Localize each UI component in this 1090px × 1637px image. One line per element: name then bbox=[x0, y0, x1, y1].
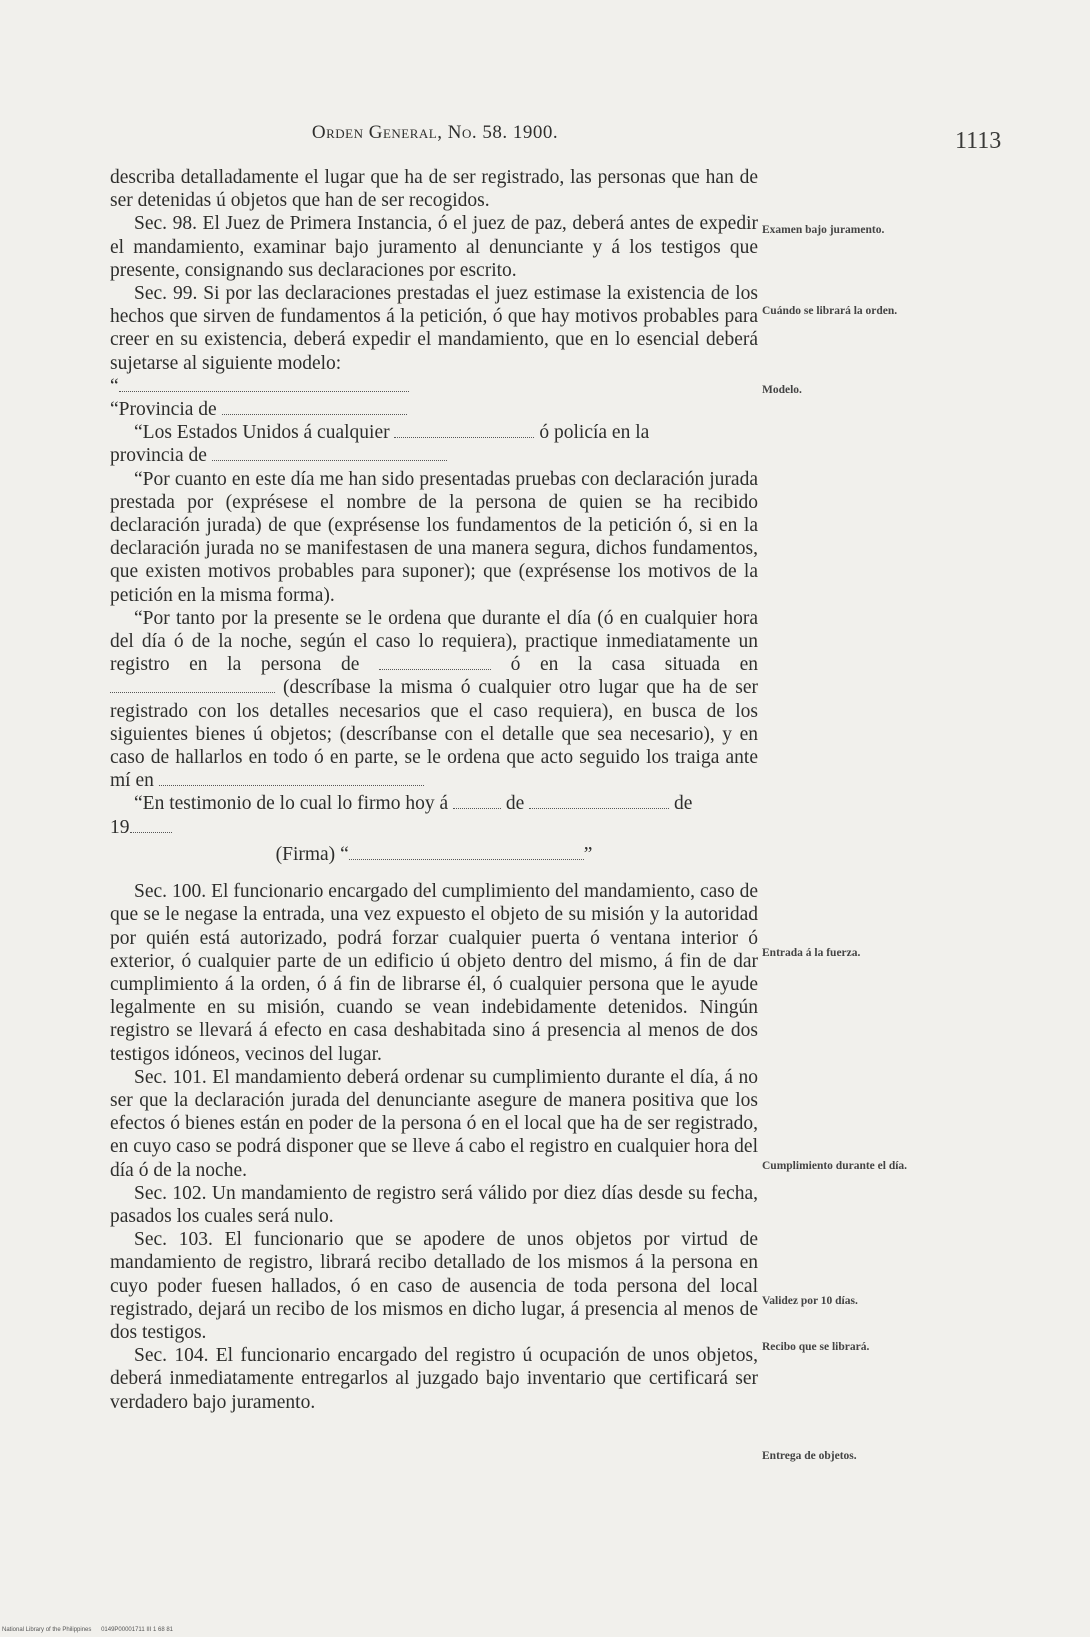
running-header: Orden General, No. 58. 1900. bbox=[311, 122, 559, 143]
form-por-cuanto: “Por cuanto en este día me han sido presentadas pruebas con declaración jurada prestada por (exprésese el nombre de la persona de quien se ha recibido declaración jurada) de que (exprésense los fundamentos de la petición ó, si en la declaración jurada no se manifestasen de una manera segura, dichos fundamentos, que existen motivos probables para suponer); que (exprésense los motivos de la petición en la misma forma). bbox=[110, 468, 758, 606]
form-testimonio: “En testimonio de lo cual lo firmo hoy á de de bbox=[134, 793, 693, 815]
paragraph-continuation: describa detalladamente el lugar que ha de ser registrado, las personas que han de ser detenidas ú objetos que han de ser recogidos. bbox=[110, 167, 758, 212]
section-98: Sec. 98. El Juez de Primera Instancia, ó el juez de paz, deberá antes de expedir el mandamiento, examinar bajo juramento al denunciante y á los testigos que presente, consignando sus declaraciones por escrito. bbox=[110, 213, 758, 281]
form-year: 19 bbox=[110, 816, 758, 839]
scan-footer bbox=[2, 1627, 181, 1633]
margin-note-cuando: Cuándo se librará la orden. bbox=[762, 305, 898, 317]
margin-note-entrada: Entrada á la fuerza. bbox=[762, 947, 861, 959]
section-100: Sec. 100. El funcionario encargado del cumplimiento del mandamiento, caso de que se le negase la entrada, una vez expuesto el objeto de su misión y la autoridad por quién está autorizado, podrá forzar cualquier puerta ó ventana interior ó exterior, ó cualquier parte de un edificio ú objeto dentro del mismo, á fin de dar cumplimiento á la orden, ó á fin de librarse él, ó cualquier persona que le ayude legalmente en su misión, cuando se vean indebidamente detenidos. Ningún registro se llevará á efecto en casa deshabitada sino á presencia al menos de dos testigos idóneos, vecinos del lugar. bbox=[110, 881, 758, 1065]
margin-note-cumplimiento: Cumplimiento durante el día. bbox=[762, 1160, 908, 1172]
form-estados-line: “Los Estados Unidos á cualquier ó policía en la bbox=[134, 422, 650, 444]
form-por-tanto: “Por tanto por la presente se le ordena que durante el día (ó en cualquier hora del día ó de la noche, según el caso lo requiera), practique inmediatamente un registro en la persona de ó en la casa situada en (descríbase la misma ó cualquier otro lugar que ha de ser registrado con los detalles necesarios que el caso requiera), en busca de los siguientes bienes ú objetos; (descríbanse con el detalle que sea necesario), y en caso de hallarlos en todo ó en parte, se le ordena que acto seguido los traiga ante mí en bbox=[110, 607, 759, 792]
section-103: Sec. 103. El funcionario que se apodere de unos objetos por virtud de mandamiento de registro, librará recibo detallado de los mismos á la persona en cuyo poder fuesen hallados, ó en caso de ausencia de toda persona del local registrado, dejará un recibo de los mismos en dicho lugar, á presencia al menos de dos testigos. bbox=[110, 1229, 758, 1343]
section-101: Sec. 101. El mandamiento deberá ordenar su cumplimiento durante el día, á no ser que la declaración jurada del denunciante asegure de manera positiva que los efectos ó bienes están en poder de la persona ó en el local que ha de ser registrado, en cuyo caso se podrá disponer que se lleve á cabo el registro en cualquier hora del día ó de la noche. bbox=[110, 1066, 758, 1181]
margin-note-examen: Examen bajo juramento. bbox=[762, 224, 885, 236]
section-102: Sec. 102. Un mandamiento de registro será válido por diez días desde su fecha, pasados los cuales será nulo. bbox=[110, 1182, 758, 1227]
margin-note-modelo: Modelo. bbox=[762, 384, 802, 396]
footer-library: National Library of the Philippines bbox=[2, 1627, 92, 1633]
footer-code: 0149P00001711 III 1 68 81 bbox=[101, 1627, 174, 1633]
body-text bbox=[110, 166, 758, 1414]
form-open-line: “ bbox=[110, 375, 758, 398]
form-provincia-line: “Provincia de bbox=[110, 398, 758, 421]
page-number: 1113 bbox=[955, 128, 1002, 154]
section-104: Sec. 104. El funcionario encargado del registro ú ocupación de unos objetos, deberá inmediatamente entregarlos al juzgado bajo inventario que certificará ser verdadero bajo juramento. bbox=[110, 1345, 758, 1413]
margin-note-recibo: Recibo que se librará. bbox=[762, 1341, 870, 1353]
form-signature: (Firma) “ ” bbox=[275, 843, 593, 865]
margin-note-entrega: Entrega de objetos. bbox=[762, 1450, 857, 1462]
form-provincia2-line: provincia de bbox=[110, 444, 758, 467]
margin-note-validez: Validez por 10 días. bbox=[762, 1295, 858, 1307]
section-99: Sec. 99. Si por las declaraciones prestadas el juez estimase la existencia de los hechos que sirven de fundamentos á la petición, ó que hay motivos probables para creer en su existencia, deberá expedir el mandamiento, que en lo esencial deberá sujetarse al siguiente modelo: bbox=[110, 283, 758, 374]
